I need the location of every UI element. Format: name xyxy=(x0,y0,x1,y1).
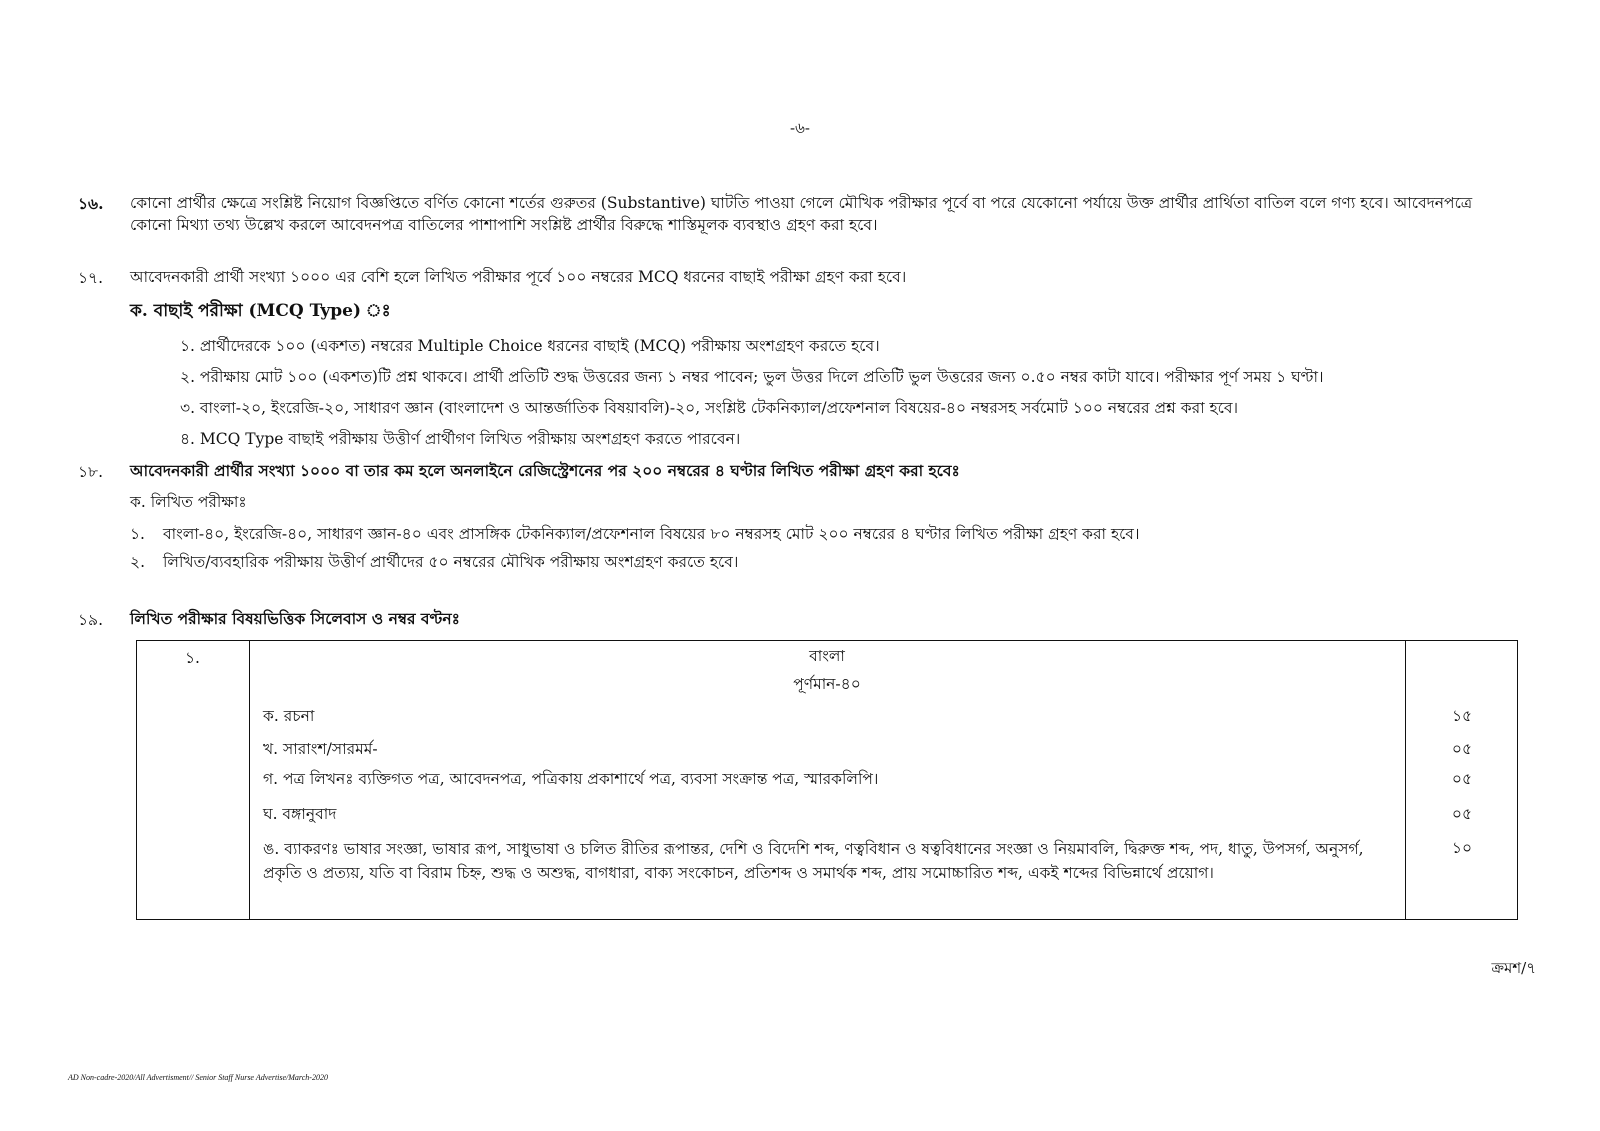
item-17-text: আবেদনকারী প্রার্থী সংখ্যা ১০০০ এর বেশি হলে লিখিত পরীক্ষার পূর্বে ১০০ নম্বরের MCQ ধরনের বাছাই পরীক্ষা গ্রহণ করা হবে। xyxy=(130,268,907,286)
table-row-label: ঘ. বঙ্গানুবাদ xyxy=(263,805,337,823)
table-subject: বাংলা xyxy=(809,647,845,665)
item-18-sub-heading: ক. লিখিত পরীক্ষাঃ xyxy=(130,493,247,511)
table-full-marks: পূর্ণমান-৪০ xyxy=(793,675,861,693)
item-17-point-2: ২. পরীক্ষায় মোট ১০০ (একশত)টি প্রশ্ন থাকবে। প্রার্থী প্রতিটি শুদ্ধ উত্তরের জন্য ১ নম্বর পাবেন; ভুল উত্তর দিলে প্রতিটি ভুল উত্তরের জন্য ০.৫০ নম্বর কাটা যাবে। পরীক্ষার পূর্ণ সময় ১ ঘণ্টা। xyxy=(180,368,1324,386)
item-19-text: লিখিত পরীক্ষার বিষয়ভিত্তিক সিলেবাস ও নম্বর বণ্টনঃ xyxy=(130,609,460,628)
table-row-label: খ. সারাংশ/সারমর্ম- xyxy=(263,740,378,758)
item-number-19: ১৯. xyxy=(78,611,104,629)
footer-file-path: AD Non-cadre-2020/All Advertisment// Senior Staff Nurse Advertise/March-2020 xyxy=(68,1073,328,1082)
table-row-label: গ. পত্র লিখনঃ ব্যক্তিগত পত্র, আবেদনপত্র, পত্রিকায় প্রকাশার্থে পত্র, ব্যবসা সংক্রান্ত পত্র, স্মারকলিপি। xyxy=(263,770,879,788)
table-row-marks: ১৫ xyxy=(1451,707,1473,725)
item-17-sub-heading: ক. বাছাই পরীক্ষা (MCQ Type) ঃ xyxy=(130,301,391,321)
item-17-point-4: ৪. MCQ Type বাছাই পরীক্ষায় উত্তীর্ণ প্রার্থীগণ লিখিত পরীক্ষায় অংশগ্রহণ করতে পারবেন। xyxy=(180,430,741,448)
table-row-marks: ০৫ xyxy=(1451,805,1473,823)
table-row-marks: ০৫ xyxy=(1451,740,1473,758)
table-row-label: ক. রচনা xyxy=(263,707,315,725)
syllabus-table xyxy=(136,640,1518,920)
item-18-point-2-number: ২. xyxy=(130,553,146,571)
table-row-label: ঙ. ব্যাকরণঃ ভাষার সংজ্ঞা, ভাষার রূপ, সাধুভাষা ও চলিত রীতির রূপান্তর, দেশি ও বিদেশি শব্দ, ণত্ববিধান ও ষত্ববিধানের সংজ্ঞা ও নিয়মাবলি, দ্বিরুক্ত শব্দ, পদ, ধাতু, উপসর্গ, অনুসর্গ, প্রকৃতি ও প্রত্যয়, যতি বা বিরাম চিহ্ন, শুদ্ধ ও অশুদ্ধ, বাগধারা, বাক্য সংকোচন, প্রতিশব্দ ও সমার্থক শব্দ, প্রায় সমোচ্চারিত শব্দ, একই শব্দের বিভিন্নার্থে প্রয়োগ। xyxy=(263,840,1364,882)
page-number: -৬- xyxy=(790,119,810,137)
item-number-16: ১৬. xyxy=(78,194,104,213)
item-number-17: ১৭. xyxy=(78,269,104,287)
item-18-point-1-text: বাংলা-৪০, ইংরেজি-৪০, সাধারণ জ্ঞান-৪০ এবং প্রাসঙ্গিক টেকনিক্যাল/প্রফেশনাল বিষয়ের ৮০ নম্বরসহ মোট ২০০ নম্বরের ৪ ঘণ্টার লিখিত পরীক্ষা গ্রহণ করা হবে। xyxy=(163,525,1140,543)
item-number-18: ১৮. xyxy=(78,463,104,481)
item-18-point-2-text: লিখিত/ব্যবহারিক পরীক্ষায় উত্তীর্ণ প্রার্থীদের ৫০ নম্বরের মৌখিক পরীক্ষায় অংশগ্রহণ করতে হবে। xyxy=(163,553,739,571)
item-18-text: আবেদনকারী প্রার্থীর সংখ্যা ১০০০ বা তার কম হলে অনলাইনে রেজিস্ট্রেশনের পর ২০০ নম্বরের ৪ ঘণ্টার লিখিত পরীক্ষা গ্রহণ করা হবেঃ xyxy=(130,461,960,480)
item-17-point-3: ৩. বাংলা-২০, ইংরেজি-২০, সাধারণ জ্ঞান (বাংলাদেশ ও আন্তর্জাতিক বিষয়াবলি)-২০, সংশ্লিষ্ট টেকনিক্যাল/প্রফেশনাল বিষয়ের-৪০ নম্বরসহ সর্বমোট ১০০ নম্বরের প্রশ্ন করা হবে। xyxy=(180,399,1239,417)
table-serial: ১. xyxy=(185,649,200,667)
item-17-point-1: ১. প্রার্থীদেরকে ১০০ (একশত) নম্বরের Multiple Choice ধরনের বাছাই (MCQ) পরীক্ষায় অংশগ্রহণ করতে হবে। xyxy=(180,337,880,355)
table-row-marks: ১০ xyxy=(1451,839,1473,857)
continued-marker: ক্রমশ/৭ xyxy=(1491,959,1536,977)
item-16-text: কোনো প্রার্থীর ক্ষেত্রে সংশ্লিষ্ট নিয়োগ বিজ্ঞপ্তিতে বর্ণিত কোনো শর্তের গুরুতর (Substantive) ঘাটতি পাওয়া গেলে মৌখিক পরীক্ষার পূর্বে বা পরে যেকোনো পর্যায়ে উক্ত প্রার্থীর প্রার্থিতা বাতিল বলে গণ্য হবে। আবেদনপত্রে কোনো মিথ্যা তথ্য উল্লেখ করলে আবেদনপত্র বাতিলের পাশাপাশি সংশ্লিষ্ট প্রার্থীর বিরুদ্ধে শাস্তিমূলক ব্যবস্থাও গ্রহণ করা হবে। xyxy=(130,194,1473,234)
item-18-point-1-number: ১. xyxy=(130,525,145,543)
table-row-marks: ০৫ xyxy=(1451,770,1473,788)
